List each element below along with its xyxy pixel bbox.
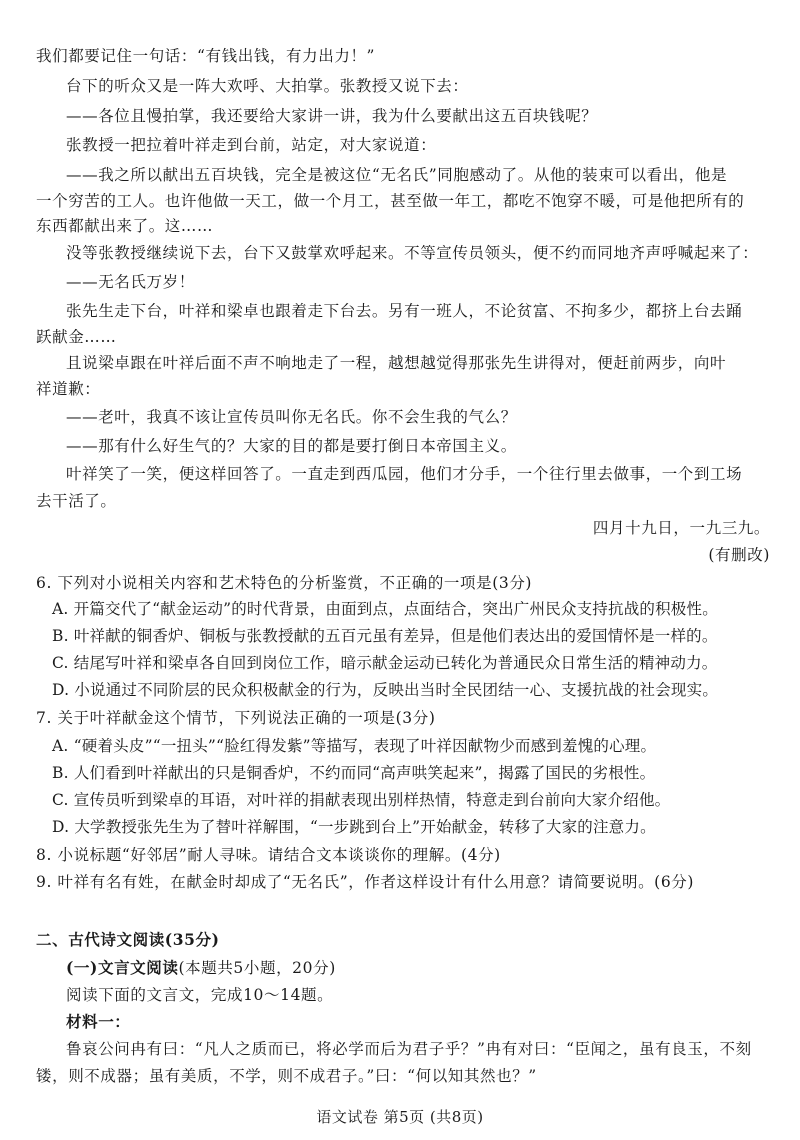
question-6-stem: 6. 下列对小说相关内容和艺术特色的分析鉴赏，不正确的一项是(3分) — [36, 574, 533, 592]
passage-line: 跃献金…… — [36, 328, 117, 346]
passage-note: (有删改) — [708, 546, 770, 564]
question-8: 8. 小说标题“好邻居”耐人寻味。请结合文本谈谈你的理解。(4分) — [36, 846, 501, 864]
question-7-option-c: C. 宣传员听到梁卓的耳语，对叶祥的捐献表现出别样热情，特意走到台前向大家介绍他。 — [52, 791, 671, 809]
classical-text-line: 鲁哀公问冉有曰：“凡人之质而已，将必学而后为君子乎？”冉有对曰：“臣闻之，虽有良玉，不刻 — [66, 1040, 752, 1058]
question-6-option-c: C. 结尾写叶祥和梁卓各自回到岗位工作，暗示献金运动已转化为普通民众日常生活的精神动力。 — [52, 654, 718, 672]
question-7-option-d: D. 大学教授张先生为了替叶祥解围，“一步跳到台上”开始献金，转移了大家的注意力。 — [52, 818, 656, 836]
passage-line: 叶祥笑了一笑，便这样回答了。一直走到西瓜园，他们才分手，一个往行里去做事，一个到工场 — [66, 465, 743, 483]
passage-line: 台下的听众又是一阵大欢呼、大拍掌。张教授又说下去： — [66, 77, 469, 95]
passage-line: 祥道歉： — [36, 380, 101, 398]
question-6-option-d: D. 小说通过不同阶层的民众积极献金的行为，反映出当时全民团结一心、支援抗战的社会现实。 — [52, 681, 719, 699]
material-label: 材料一： — [66, 1012, 131, 1031]
passage-line: ——无名氏万岁！ — [66, 273, 195, 291]
question-7-option-b: B. 人们看到叶祥献出的只是铜香炉，不约而同“高声哄笑起来”，揭露了国民的劣根性。 — [52, 764, 656, 782]
question-7-stem: 7. 关于叶祥献金这个情节，下列说法正确的一项是(3分) — [36, 709, 436, 727]
section-2-title: 二、古代诗文阅读(35分) — [36, 930, 220, 949]
passage-line: 我们都要记住一句话：“有钱出钱，有力出力！” — [36, 47, 376, 65]
classical-text-line: 镂，则不成器；虽有美质，不学，则不成君子。”曰：“何以知其然也？” — [36, 1067, 537, 1085]
subtitle-rest: (本题共5小题，20分) — [178, 959, 336, 977]
page-footer: 语文试卷 第5页 (共8页) — [316, 1108, 484, 1126]
question-7-option-a: A. “硬着头皮”“一扭头”“脸红得发紫”等描写，表现了叶祥因献物少而感到羞愧的心理。 — [52, 737, 657, 755]
passage-line: 没等张教授继续说下去，台下又鼓掌欢呼起来。不等宣传员领头，便不约而同地齐声呼喊起来了： — [66, 244, 759, 262]
passage-line: 张先生走下台，叶祥和梁卓也跟着走下台去。另有一班人，不论贫富、不拘多少，都挤上台去踊 — [66, 302, 743, 320]
passage-line: ——我之所以献出五百块钱，完全是被这位“无名氏”同胞感动了。从他的装束可以看出，他是 — [66, 166, 728, 184]
passage-line: ——老叶，我真不该让宣传员叫你无名氏。你不会生我的气么？ — [66, 408, 517, 426]
passage-line: 去干活了。 — [36, 492, 117, 510]
subtitle-bold: (一)文言文阅读 — [66, 958, 179, 977]
question-6-option-a: A. 开篇交代了“献金运动”的时代背景，由面到点，点面结合，突出广州民众支持抗战的积极性。 — [52, 600, 718, 618]
passage-line: 一个穷苦的工人。也许他做一天工，做一个月工，甚至做一年工，都吃不饱穿不暖，可是他把所有的 — [36, 192, 745, 210]
question-6-option-b: B. 叶祥献的铜香炉、铜板与张教授献的五百元虽有差异，但是他们表达出的爱国情怀是一样的。 — [52, 627, 718, 645]
passage-line: 且说梁卓跟在叶祥后面不声不响地走了一程，越想越觉得那张先生讲得对，便赶前两步，向叶 — [66, 354, 727, 372]
passage-line: ——各位且慢拍掌，我还要给大家讲一讲，我为什么要献出这五百块钱呢？ — [66, 107, 598, 125]
passage-line: 张教授一把拉着叶祥走到台前，站定，对大家说道： — [66, 136, 437, 154]
section-2-subtitle — [66, 958, 772, 978]
passage-date: 四月十九日，一九三九。 — [592, 519, 770, 537]
passage-line: ——那有什么好生气的？大家的目的都是要打倒日本帝国主义。 — [66, 437, 517, 455]
question-9: 9. 叶祥有名有姓，在献金时却成了“无名氏”，作者这样设计有什么用意？请简要说明。(6分) — [36, 873, 695, 891]
section-2-instruction: 阅读下面的文言文，完成10～14题。 — [66, 986, 334, 1004]
passage-line: 东西都献出来了。这…… — [36, 217, 214, 235]
